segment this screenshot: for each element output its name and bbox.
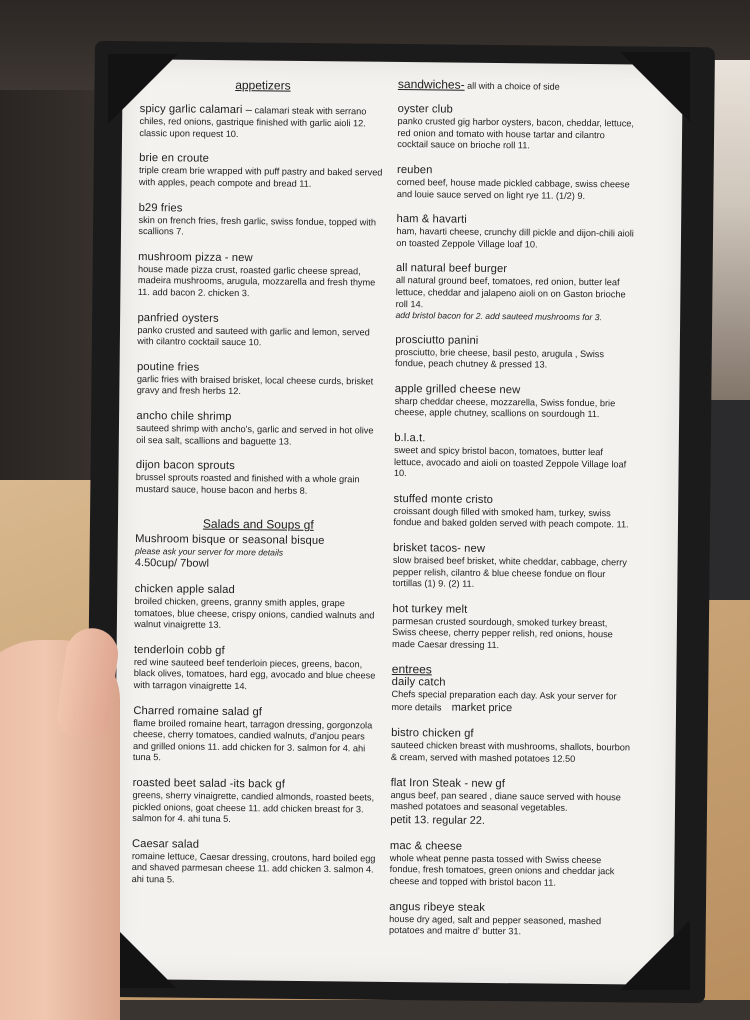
item-name: all natural beef burger	[395, 262, 508, 276]
menu-item	[395, 261, 636, 323]
folder-corner	[620, 920, 690, 990]
menu-item	[132, 837, 378, 888]
item-name: reuben	[396, 163, 433, 177]
item-name: b.l.a.t.	[394, 431, 426, 445]
item-desc: sauteed chicken breast with mushrooms, shallots, bourbon & cream, served with mashed potatoes 12.50	[390, 740, 631, 764]
item-desc: flame broiled romaine heart, tarragon dressing, gorgonzola cheese, cherry tomatoes, candied walnuts, d'anjou pears and grilled onions 11. add chicken for 3. salmon for 4. ahi tuna 5.	[132, 717, 373, 763]
item-desc: croissant dough filled with smoked ham, turkey, swiss fondue and baked golden served with peach compote. 11.	[393, 505, 629, 530]
menu-item	[139, 151, 385, 191]
item-desc: ham, havarti cheese, crunchy dill pickle and dijon-chili aioli on toasted Zeppole Village loaf 10.	[396, 226, 634, 250]
menu-item	[394, 431, 634, 482]
sandwiches-heading-row	[398, 78, 638, 95]
menu-right-column	[389, 78, 638, 951]
menu-item	[393, 492, 633, 532]
menu-item	[137, 311, 383, 351]
menu-item	[390, 775, 631, 829]
soup-item	[135, 531, 381, 572]
item-desc: parmesan crusted sourdough, smoked turkey breast, Swiss cheese, cherry pepper relish, red onions, house made Caesar dressing 11.	[392, 615, 613, 651]
item-desc: angus beef, pan seared , diane sauce served with house mashed potatoes and seasonal vegetables.	[390, 789, 621, 813]
item-name: roasted beet salad -its back gf	[132, 776, 286, 791]
appetizers-heading: appetizers	[235, 77, 291, 93]
item-price: market price	[451, 701, 513, 715]
menu-item	[138, 201, 384, 241]
item-name: hot turkey melt	[392, 602, 468, 616]
salads-heading: Salads and Soups gf	[202, 516, 314, 533]
item-desc: sharp cheddar cheese, mozzarella, Swiss fondue, brie cheese, apple chutney, scallions on sourdough 11.	[394, 395, 616, 420]
menu-item	[395, 333, 635, 373]
item-name: bistro chicken gf	[391, 727, 474, 741]
menu-left-column	[131, 78, 386, 900]
item-name: angus ribeye steak	[389, 900, 486, 914]
menu-item	[390, 839, 630, 890]
menu-item	[136, 458, 382, 498]
item-desc: Chefs special preparation each day. Ask your server for more details	[391, 688, 617, 713]
menu-item	[392, 602, 632, 653]
item-desc: brussel sprouts roasted and finished with a whole grain mustard sauce, house bacon and herbs 8.	[135, 472, 360, 496]
item-name: poutine fries	[136, 360, 200, 374]
item-note: please ask your server for more details	[134, 545, 284, 558]
item-desc: panko crusted and sauteed with garlic and lemon, served with cilantro cocktail sauce 10.	[137, 324, 370, 348]
item-name: brie en croute	[139, 152, 210, 166]
menu-item	[134, 643, 380, 694]
menu-item	[134, 582, 380, 633]
item-desc: red wine sauteed beef tenderloin pieces, greens, bacon, black olives, tomatoes, hard egg, avocado and blue cheese with tarragon vinaigrette 14.	[133, 656, 376, 692]
menu-item	[138, 250, 384, 301]
item-name: tenderloin cobb gf	[133, 643, 225, 657]
item-desc: broiled chicken, greens, granny smith apples, grape tomatoes, blue cheese, crispy onions, candied walnuts and walnut vinaigrette 13.	[134, 595, 375, 631]
item-desc: skin on french fries, fresh garlic, swiss fondue, topped with scallions 7.	[138, 214, 377, 237]
item-name: b29 fries	[138, 201, 183, 215]
menu-item	[396, 212, 636, 252]
item-desc: garlic fries with braised brisket, local cheese curds, brisket gravy and fresh herbs 12.	[136, 373, 374, 397]
item-name: prosciutto panini	[395, 333, 479, 347]
item-name: mushroom pizza - new	[138, 250, 253, 264]
item-name: stuffed monte cristo	[393, 492, 494, 506]
menu-item	[139, 102, 385, 142]
menu-item	[137, 360, 383, 400]
menu-item	[394, 382, 634, 422]
item-note: add bristol bacon for 2. add sauteed mushrooms for 3.	[395, 310, 602, 323]
menu-item	[397, 102, 637, 153]
item-name: ham & havarti	[396, 213, 467, 226]
menu-item	[136, 409, 382, 449]
item-name: mac & cheese	[389, 839, 463, 853]
item-desc: calamari steak with serrano chiles, red onions, gastrique finished with garlic aioli 12. classic upon request 10.	[139, 105, 367, 139]
item-name: chicken apple salad	[134, 582, 235, 597]
item-desc: whole wheat penne pasta tossed with Swiss cheese fondue, fresh tomatoes, green onions and cheddar jack cheese and topped with bristol bacon 11.	[389, 852, 615, 888]
item-name: Caesar salad	[131, 837, 200, 851]
menu-item	[397, 163, 637, 203]
item-desc: house dry aged, salt and pepper seasoned, mashed potatoes and maitre d' butter 31.	[389, 913, 602, 937]
item-desc: corned beef, house made pickled cabbage, swiss cheese and louie sauce served on light rye 11. (1/2) 9.	[396, 176, 630, 201]
menu-item	[391, 726, 631, 766]
entrees-section	[391, 663, 632, 717]
item-name: oyster club	[397, 103, 453, 116]
item-name: panfried oysters	[137, 311, 219, 325]
item-desc: triple cream brie wrapped with puff pastry and baked served with apples, peach compote and bread 11.	[138, 165, 383, 189]
item-desc: greens, sherry vinaigrette, candied almonds, roasted beets, pickled onions, goat cheese 11. add chicken breast for 3. salmon for 4. ahi tuna 5.	[132, 789, 375, 825]
sandwiches-subheading: all with a choice of side	[464, 80, 560, 92]
item-price: 4.50cup/ 7bowl	[134, 556, 209, 570]
item-name: brisket tacos- new	[393, 541, 486, 555]
item-desc: panko crusted gig harbor oysters, bacon, cheddar, lettuce, red onion and tomato with house tartar and cilantro cocktail sauce on brioche roll 11.	[397, 116, 635, 151]
item-name: apple grilled cheese new	[394, 382, 521, 397]
item-desc: prosciutto, brie cheese, basil pesto, arugula , Swiss fondue, peach chutney & pressed 13.	[394, 346, 605, 370]
item-desc: house made pizza crust, roasted garlic cheese spread, madeira mushrooms, arugula, mozzarella and fresh thyme 11. add bacon 2. chicken 3.	[137, 263, 376, 299]
menu-item	[133, 704, 380, 767]
item-name: Mushroom bisque or seasonal bisque	[135, 532, 325, 547]
sandwiches-heading: sandwiches-	[397, 77, 465, 92]
item-name: spicy garlic calamari –	[139, 103, 253, 117]
menu-item	[389, 899, 629, 939]
item-name: ancho chile shrimp	[136, 409, 232, 423]
menu-item	[393, 541, 633, 592]
item-name: Charred romaine salad gf	[133, 704, 263, 718]
menu-item	[132, 776, 378, 827]
item-desc: sweet and spicy bristol bacon, tomatoes, butter leaf lettuce, avocado and aioli on toasted Zeppole Village loaf 10.	[393, 444, 627, 479]
item-desc: all natural ground beef, tomatoes, red onion, butter leaf lettuce, cheddar and jalapeno aioli on on Gaston brioche roll 14.	[395, 275, 626, 309]
item-name: dijon bacon sprouts	[135, 459, 235, 473]
item-desc: slow braised beef brisket, white cheddar, cabbage, cherry pepper relish, cilantro & blue cheese fondue on flour tortillas (1) 9. (2) 11.	[392, 554, 627, 589]
item-desc: sauteed shrimp with ancho's, garlic and served in hot olive oil sea salt, scallions and baguette 13.	[136, 422, 374, 447]
entrees-heading: entrees	[391, 661, 432, 676]
item-name: daily catch	[391, 675, 446, 689]
item-name: flat Iron Steak - new gf	[390, 776, 506, 790]
item-desc: romaine lettuce, Caesar dressing, croutons, hard boiled egg and shaved parmesan cheese 11. add chicken 3. salmon 4. ahi tuna 5.	[131, 850, 376, 885]
item-price: petit 13. regular 22.	[390, 813, 486, 827]
